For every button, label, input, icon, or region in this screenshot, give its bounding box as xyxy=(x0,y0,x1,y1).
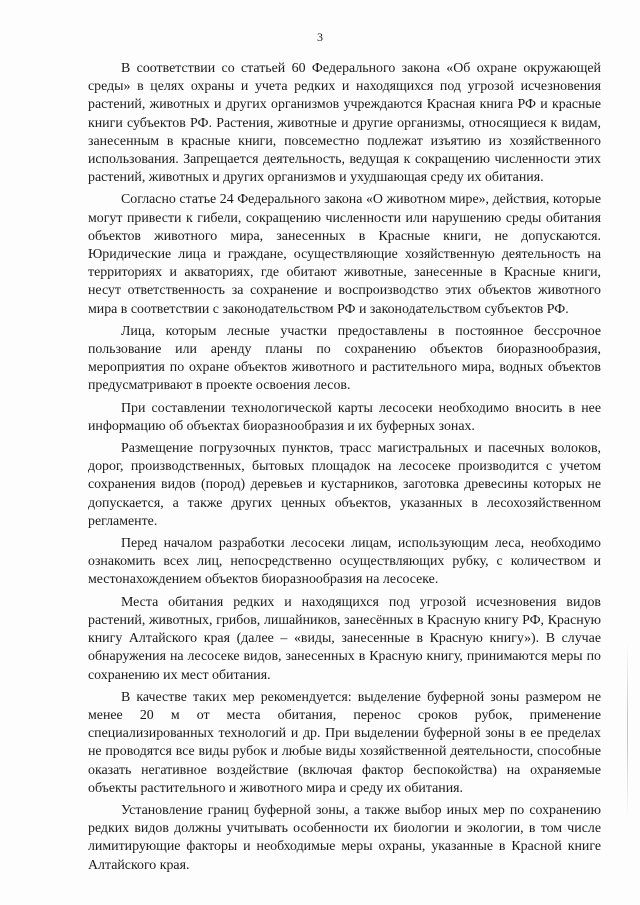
document-body xyxy=(88,60,601,875)
paragraph-logging-start: Перед началом разработки лесосеки лицам, использующим леса, необходимо ознакомить всех лиц, непосредственно осуществляющих рубку, с количеством и местонахождением объектов биоразнообразия на лесосеке. xyxy=(88,536,601,588)
paragraph-forest-plots: Лица, которым лесные участки предоставлены в постоянное бессрочное пользование или аренду планы по сохранению объектов биоразнообразия, мероприятия по охране объектов животного и растительного мира, водных объектов предусматривают в проекте освоения лесов. xyxy=(88,323,601,394)
page-number: 3 xyxy=(317,30,323,44)
paragraph-buffer-zone-measures: В качестве таких мер рекомендуется: выделение буферной зоны размером не менее 20 м от места обитания, перенос сроков рубок, применение специализированных технологий и др. При выделении буферной зоны в ее пределах не проводятся все виды рубок и любые виды хозяйственной деятельности, способные оказать негативное воздействие (включая фактор беспокойства) на охраняемые объекты растительного и животного мира и среду их обитания. xyxy=(88,689,601,796)
paragraph-animal-world-law: Согласно статье 24 Федерального закона «О животном мире», действия, которые могут привести к гибели, сокращению численности или нарушению среды обитания объектов животного мира, занесенных в Красные книги, не допускаются. Юридические лица и граждане, осуществляющие хозяйственную деятельность на территориях и акваториях, где обитают животные, занесенные в Красные книги, несут ответственность за сохранение и воспроизводство этих объектов животного мира в соответствии с законодательством РФ и законодательством субъектов РФ. xyxy=(88,192,601,317)
paragraph-habitats: Места обитания редких и находящихся под угрозой исчезновения видов растений, животных, грибов, лишайников, занесённых в Красную книгу РФ, Красную книгу Алтайского края (далее – «виды, занесенные в Красную книгу»). В случае обнаружения на лесосеке видов, занесенных в Красную книгу, принимаются меры по сохранению их мест обитания. xyxy=(88,594,601,683)
scan-edge-line xyxy=(627,640,628,820)
paragraph-red-book-law: В соответствии со статьей 60 Федерального закона «Об охране окружающей среды» в целях охраны и учета редких и находящихся под угрозой исчезновения растений, животных и других организмов учреждаются Красная книга РФ и красные книги субъектов РФ. Растения, животные и другие организмы, относящиеся к видам, занесенным в красные книги, повсеместно подлежат изъятию из хозяйственного использования. Запрещается деятельность, ведущая к сокращению численности этих растений, животных и других организмов и ухудшающая среду их обитания. xyxy=(88,61,601,186)
paragraph-loading-points: Размещение погрузочных пунктов, трасс магистральных и пасечных волоков, дорог, производственных, бытовых площадок на лесосеке производится с учетом сохранения видов (пород) деревьев и кустарников, заготовка древесины которых не допускается, а также других ценных объектов, указанных в лесохозяйственном регламенте. xyxy=(88,441,601,529)
paragraph-buffer-zone-borders: Установление границ буферной зоны, а также выбор иных мер по сохранению редких видов должны учитывать особенности их биологии и экологии, в том числе лимитирующие факторы и необходимые меры охраны, указанные в Красной книге Алтайского края. xyxy=(88,802,601,873)
paragraph-technological-map: При составлении технологической карты лесосеки необходимо вносить в нее информацию об объектах биоразнообразия и их буферных зонах. xyxy=(88,400,601,434)
